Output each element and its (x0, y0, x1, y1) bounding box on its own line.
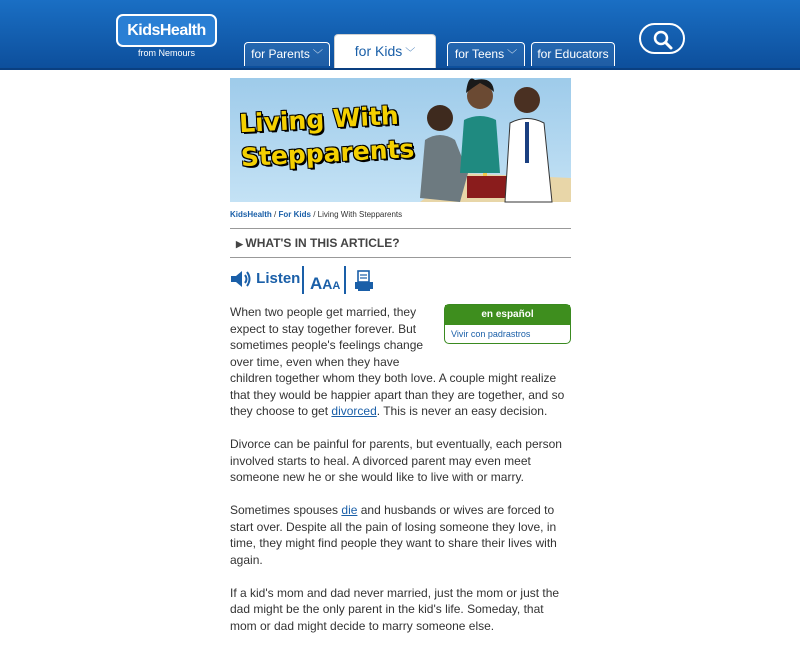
article-hero-image (230, 78, 571, 202)
tab-for-parents[interactable] (244, 42, 330, 66)
breadcrumb-kidshealth[interactable]: KidsHealth (230, 210, 272, 219)
chevron-down-icon: ﹀ (312, 50, 323, 61)
tab-label: for Educators (537, 47, 609, 61)
breadcrumb-separator: / (313, 210, 316, 219)
die-link[interactable]: die (341, 503, 358, 517)
article-tools (230, 266, 571, 296)
breadcrumb-current: Living With Stepparents (317, 210, 403, 219)
article-contents-toggle[interactable] (230, 228, 571, 258)
tab-label: for Kids (354, 43, 403, 59)
divider (302, 266, 304, 294)
article-paragraph (230, 502, 571, 568)
tab-label: for Parents (251, 47, 310, 61)
triangle-right-icon: ▶ (236, 239, 246, 249)
hero-title-line1: Living With (238, 100, 400, 139)
article-body (230, 304, 571, 651)
printer-icon (354, 270, 374, 292)
text-size-a-medium: A (322, 276, 333, 292)
top-navigation-bar (0, 0, 800, 70)
paragraph-text: Sometimes spouses (230, 503, 342, 517)
logo-title: KidsHealth (116, 14, 217, 47)
paragraph-text: and husbands or wives are forced to start over. Despite all the pain of losing someone they love, in time, they might find people they want to share their lives with again. (230, 503, 557, 567)
article-paragraph: If a kid's mom and dad never married, just the mom or just the dad might be the only parent in the kid's life. Someday, that mom or dad might decide to marry someone else. (230, 585, 560, 633)
tab-label: for Teens (454, 47, 505, 61)
hero-title (238, 99, 415, 175)
search-button[interactable] (639, 23, 685, 54)
chevron-down-icon: ﹀ (405, 48, 416, 59)
listen-button[interactable] (230, 270, 300, 292)
toc-label-text: WHAT'S IN THIS ARTICLE? (245, 236, 400, 250)
article-paragraph: Divorce can be painful for parents, but eventually, each person involved starts to heal. A divorced parent may even meet someone new he or she would like to live with or marry. (230, 437, 562, 484)
divider (344, 266, 346, 294)
tab-for-educators[interactable] (531, 42, 615, 66)
espanol-header: en español (445, 305, 570, 325)
family-illustration (380, 78, 571, 202)
breadcrumb-separator: / (274, 210, 277, 219)
search-icon (653, 30, 673, 50)
text-size-a-small: A (332, 280, 341, 292)
paragraph-text: . This is never an easy decision. (376, 404, 548, 418)
divorced-link[interactable]: divorced (331, 404, 377, 418)
paragraph-text: When two people get married, they expect to stay together forever. But sometimes people's feelings change over time, even when they have children together whom they both love. A couple might realize that they would be happier apart than they are together, and so they choose to get (230, 305, 565, 418)
toc-label (236, 236, 400, 250)
print-button[interactable] (354, 270, 374, 297)
breadcrumb (230, 210, 402, 219)
logo-subtitle: from Nemours (137, 48, 195, 58)
text-size-button[interactable] (310, 274, 340, 294)
float-spacer (440, 304, 571, 354)
chevron-down-icon: ﹀ (507, 50, 518, 61)
article-paragraph (230, 304, 571, 420)
tab-for-kids[interactable] (334, 34, 436, 68)
text-size-a-large: A (310, 274, 323, 293)
listen-label: Listen (256, 270, 301, 287)
espanol-link[interactable]: Vivir con padrastros (451, 329, 531, 339)
tab-for-teens[interactable] (447, 42, 525, 66)
breadcrumb-for-kids[interactable]: For Kids (278, 210, 311, 219)
hero-title-line2: Stepparents (240, 134, 415, 173)
speaker-icon (230, 270, 252, 288)
kidshealth-logo[interactable] (116, 14, 217, 62)
